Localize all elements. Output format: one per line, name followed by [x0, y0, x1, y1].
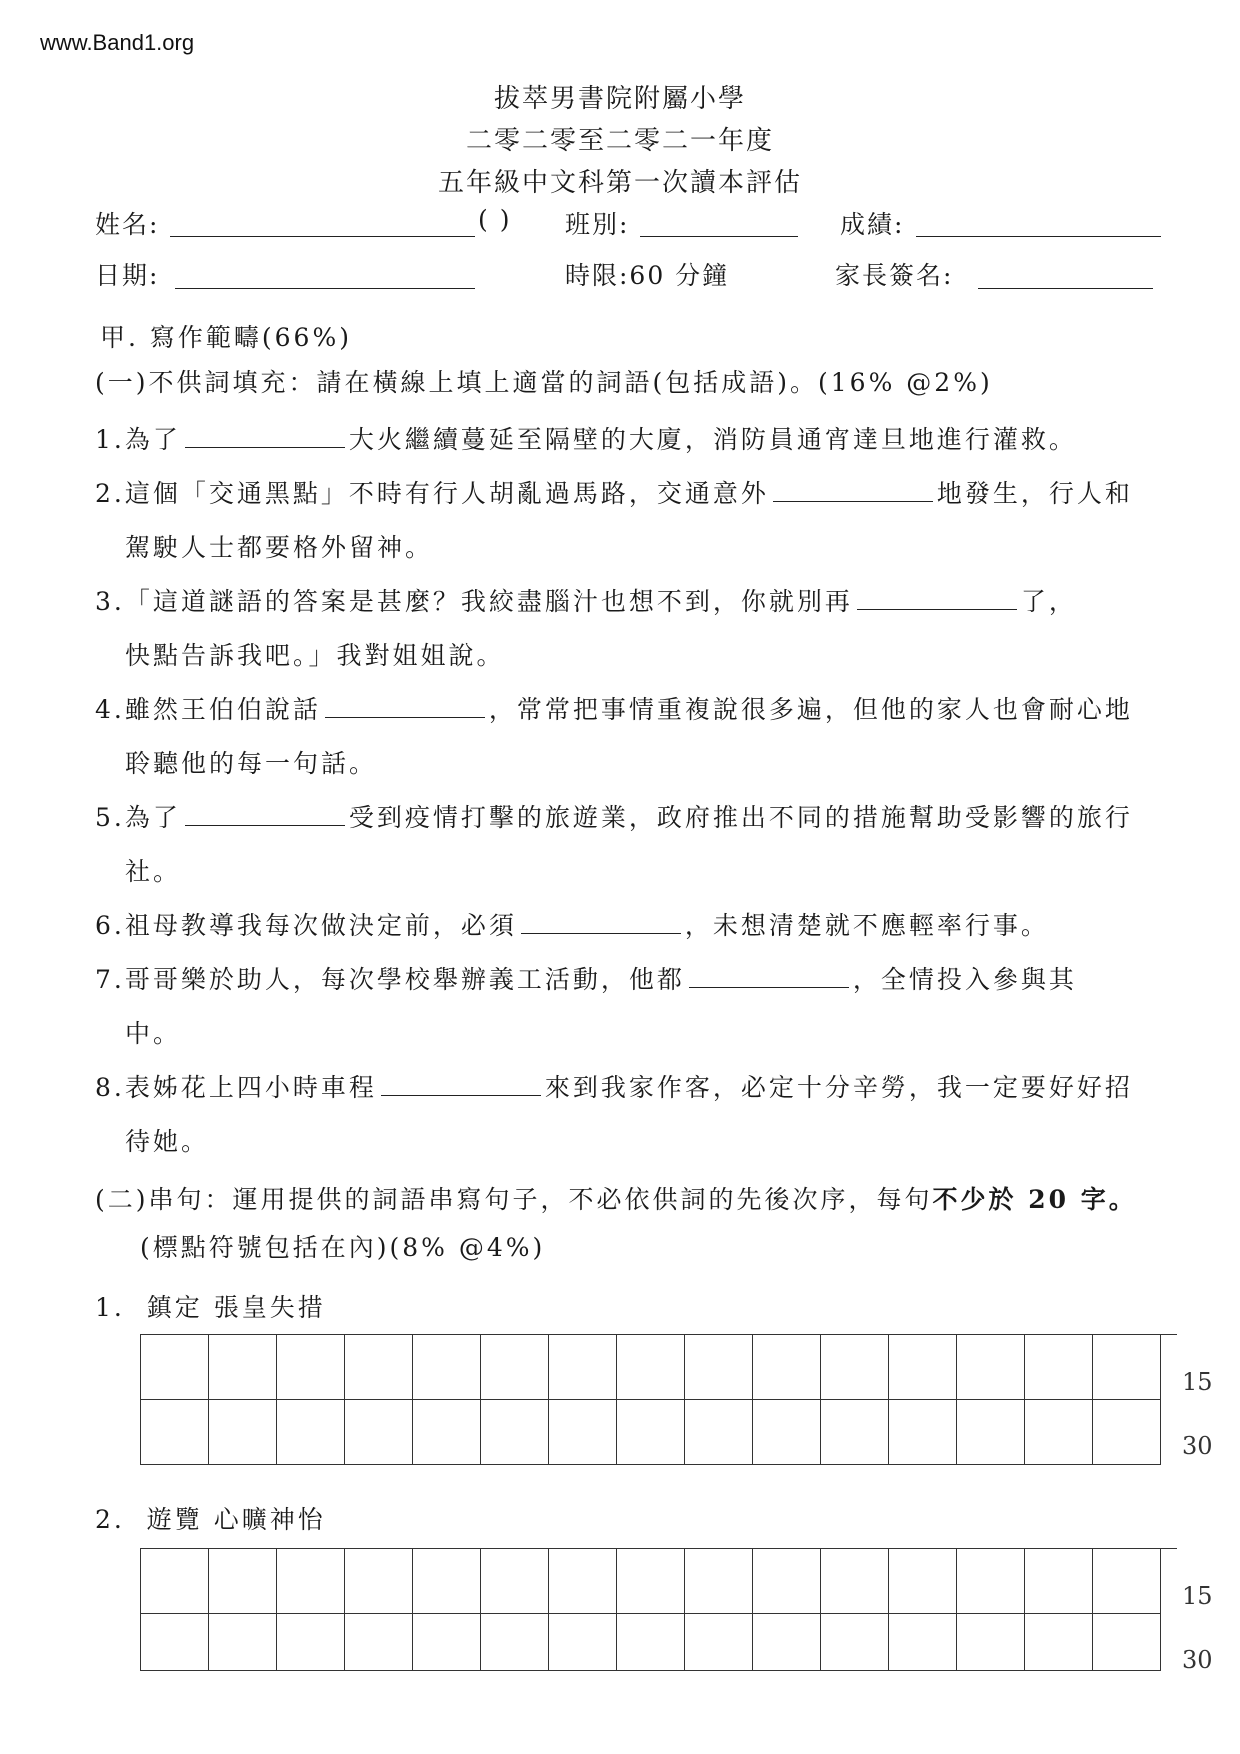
- question-text-before: 為了: [124, 803, 181, 832]
- grid-cell[interactable]: [345, 1614, 413, 1671]
- grid-cell[interactable]: [209, 1549, 277, 1614]
- grid-cell[interactable]: [481, 1400, 549, 1465]
- grid-cell[interactable]: [1025, 1549, 1093, 1614]
- sentence-item-2: [95, 1500, 326, 1536]
- grid-cell[interactable]: [685, 1335, 753, 1400]
- grid-cell[interactable]: [617, 1549, 685, 1614]
- grid-cell[interactable]: [549, 1614, 617, 1671]
- answer-blank-3[interactable]: [857, 587, 1017, 610]
- grid-cell[interactable]: [1025, 1614, 1093, 1671]
- sentence-item-1: [95, 1288, 326, 1324]
- grid-row: [141, 1335, 1177, 1400]
- date-label: 日期:: [95, 261, 160, 290]
- grid-cell[interactable]: [413, 1614, 481, 1671]
- question-7: [95, 960, 1077, 996]
- grid-cell[interactable]: [889, 1549, 957, 1614]
- writing-grid-1[interactable]: [140, 1334, 1177, 1465]
- answer-blank-2[interactable]: [773, 479, 933, 502]
- grid-cell[interactable]: [1025, 1335, 1093, 1400]
- grid-cell[interactable]: [209, 1400, 277, 1465]
- question-text-after: 地發生，行人和: [936, 479, 1133, 508]
- grid-cell[interactable]: [277, 1614, 345, 1671]
- question-3-continued: 快點告訴我吧。」我對姐姐說。: [125, 641, 505, 670]
- grid-cell[interactable]: [413, 1549, 481, 1614]
- grid-cell[interactable]: [141, 1335, 209, 1400]
- question-number: 8.: [95, 1073, 125, 1102]
- grid-cell[interactable]: [617, 1400, 685, 1465]
- parent-signature-label: 家長簽名:: [835, 261, 954, 290]
- score-line[interactable]: [916, 236, 1161, 237]
- grid-cell[interactable]: [753, 1549, 821, 1614]
- grid-cell[interactable]: [957, 1549, 1025, 1614]
- question-2: [95, 474, 1133, 510]
- question-3: [95, 582, 1077, 618]
- question-7-continued: 中。: [125, 1019, 182, 1048]
- grid-cell[interactable]: [889, 1614, 957, 1671]
- question-text-before: 哥哥樂於助人，每次學校舉辦義工活動，他都: [124, 965, 685, 994]
- question-4-continued: 聆聽他的每一句話。: [125, 749, 378, 778]
- answer-blank-8[interactable]: [381, 1073, 541, 1096]
- given-words: 遊覽 心曠神怡: [146, 1505, 326, 1534]
- question-number: 4.: [95, 695, 125, 724]
- question-text-before: 「這道謎語的答案是甚麼？我絞盡腦汁也想不到，你就別再: [124, 587, 853, 616]
- school-name: 拔萃男書院附屬小學: [493, 84, 746, 114]
- answer-blank-7[interactable]: [689, 965, 849, 988]
- grid-cell[interactable]: [277, 1549, 345, 1614]
- question-number: 3.: [95, 587, 125, 616]
- grid-cell[interactable]: [141, 1400, 209, 1465]
- name-line[interactable]: [170, 236, 475, 237]
- question-5-continued: 社。: [125, 857, 182, 886]
- question-text-after: 受到疫情打擊的旅遊業，政府推出不同的措施幫助受影響的旅行: [348, 803, 1133, 832]
- grid-cell[interactable]: [957, 1614, 1025, 1671]
- grid-cell[interactable]: [753, 1400, 821, 1465]
- part2-title-emphasis: 不少於 20 字。: [932, 1185, 1137, 1214]
- grid-cell[interactable]: [277, 1400, 345, 1465]
- row-count-30: 30: [1182, 1432, 1213, 1460]
- question-1: [95, 420, 1077, 456]
- question-number: 1.: [95, 425, 125, 454]
- grid-cell[interactable]: [1093, 1335, 1161, 1400]
- class-label: 班別:: [565, 210, 630, 239]
- answer-blank-5[interactable]: [185, 803, 345, 826]
- grid-cell[interactable]: [889, 1400, 957, 1465]
- grid-cell[interactable]: [617, 1614, 685, 1671]
- grid-cell[interactable]: [549, 1335, 617, 1400]
- question-4: [95, 690, 1133, 726]
- grid-cell[interactable]: [753, 1335, 821, 1400]
- grid-cell[interactable]: [141, 1614, 209, 1671]
- class-line[interactable]: [640, 236, 798, 237]
- grid-cell[interactable]: [345, 1549, 413, 1614]
- question-text-before: 雖然王伯伯說話: [124, 695, 321, 724]
- question-2-continued: 駕駛人士都要格外留神。: [125, 533, 434, 562]
- date-line[interactable]: [175, 288, 475, 289]
- grid-cell[interactable]: [957, 1335, 1025, 1400]
- question-text-before: 表姊花上四小時車程: [124, 1073, 377, 1102]
- question-text-after: 來到我家作客，必定十分辛勞，我一定要好好招: [544, 1073, 1133, 1102]
- row-count-15: 15: [1182, 1368, 1213, 1396]
- grid-cell[interactable]: [209, 1335, 277, 1400]
- question-text-after: 大火繼續蔓延至隔壁的大廈，消防員通宵達旦地進行灌救。: [348, 425, 1077, 454]
- exam-title: 五年級中文科第一次讀本評估: [437, 168, 802, 198]
- grid-cell[interactable]: [1093, 1614, 1161, 1671]
- question-text-after: 了，: [1020, 587, 1077, 616]
- grid-cell[interactable]: [481, 1335, 549, 1400]
- grid-cell[interactable]: [1093, 1549, 1161, 1614]
- grid-cell[interactable]: [685, 1614, 753, 1671]
- grid-row: [141, 1614, 1177, 1671]
- question-text-after: ，全情投入參與其: [852, 965, 1077, 994]
- row-count-15: 15: [1182, 1582, 1213, 1610]
- grid-cell[interactable]: [481, 1614, 549, 1671]
- section-a-title: 甲. 寫作範疇(66%): [100, 323, 352, 352]
- question-5: [95, 798, 1133, 834]
- name-label: 姓名:: [95, 210, 160, 239]
- grid-cell[interactable]: [821, 1335, 889, 1400]
- grid-row: [141, 1400, 1177, 1465]
- question-text-after: ，未想清楚就不應輕率行事。: [684, 911, 1049, 940]
- question-8: [95, 1068, 1133, 1104]
- item-number: 2.: [95, 1505, 125, 1534]
- question-number: 7.: [95, 965, 125, 994]
- grid-cell[interactable]: [549, 1549, 617, 1614]
- grid-cell[interactable]: [685, 1400, 753, 1465]
- grid-cell[interactable]: [481, 1549, 549, 1614]
- grid-cell[interactable]: [277, 1335, 345, 1400]
- grid-cell[interactable]: [957, 1400, 1025, 1465]
- time-limit: 時限:60 分鐘: [565, 261, 730, 290]
- question-text-before: 為了: [124, 425, 181, 454]
- watermark: www.Band1.org: [40, 30, 195, 55]
- part2-title: [95, 1180, 1137, 1216]
- grid-cell[interactable]: [821, 1549, 889, 1614]
- grid-cell[interactable]: [413, 1400, 481, 1465]
- given-words: 鎮定 張皇失措: [146, 1293, 326, 1322]
- grid-cell[interactable]: [549, 1400, 617, 1465]
- grid-cell[interactable]: [617, 1335, 685, 1400]
- grid-cell[interactable]: [821, 1614, 889, 1671]
- class-number-paren: ( ): [478, 205, 512, 234]
- grid-cell[interactable]: [753, 1614, 821, 1671]
- grid-cell[interactable]: [413, 1335, 481, 1400]
- grid-cell[interactable]: [141, 1549, 209, 1614]
- grid-cell[interactable]: [685, 1549, 753, 1614]
- answer-blank-4[interactable]: [325, 695, 485, 718]
- school-year: 二零二零至二零二一年度: [465, 126, 774, 156]
- score-label: 成績:: [840, 210, 905, 239]
- part1-title: (一)不供詞填充：請在橫線上填上適當的詞語(包括成語)。(16% @2%): [95, 368, 993, 397]
- answer-blank-1[interactable]: [185, 425, 345, 448]
- question-text-before: 這個「交通黑點」不時有行人胡亂過馬路，交通意外: [124, 479, 769, 508]
- grid-cell[interactable]: [1025, 1400, 1093, 1465]
- question-6: [95, 906, 1049, 942]
- parent-signature-line[interactable]: [978, 288, 1153, 289]
- question-number: 6.: [95, 911, 125, 940]
- grid-row: [141, 1549, 1177, 1614]
- grid-cell[interactable]: [209, 1614, 277, 1671]
- question-text-before: 祖母教導我每次做決定前，必須: [124, 911, 517, 940]
- grid-cell[interactable]: [345, 1335, 413, 1400]
- question-number: 2.: [95, 479, 125, 508]
- writing-grid-2[interactable]: [140, 1548, 1177, 1671]
- question-text-after: ，常常把事情重複說很多遍，但他的家人也會耐心地: [488, 695, 1133, 724]
- grid-cell[interactable]: [345, 1400, 413, 1465]
- question-number: 5.: [95, 803, 125, 832]
- grid-cell[interactable]: [889, 1335, 957, 1400]
- answer-blank-6[interactable]: [521, 911, 681, 934]
- part2-title-text: (二)串句：運用提供的詞語串寫句子，不必依供詞的先後次序，每句: [95, 1185, 933, 1214]
- item-number: 1.: [95, 1293, 125, 1322]
- part2-note: (標點符號包括在內)(8% @4%): [140, 1233, 546, 1262]
- row-count-30: 30: [1182, 1646, 1213, 1674]
- question-8-continued: 待她。: [125, 1127, 210, 1156]
- grid-cell[interactable]: [821, 1400, 889, 1465]
- grid-cell[interactable]: [1093, 1400, 1161, 1465]
